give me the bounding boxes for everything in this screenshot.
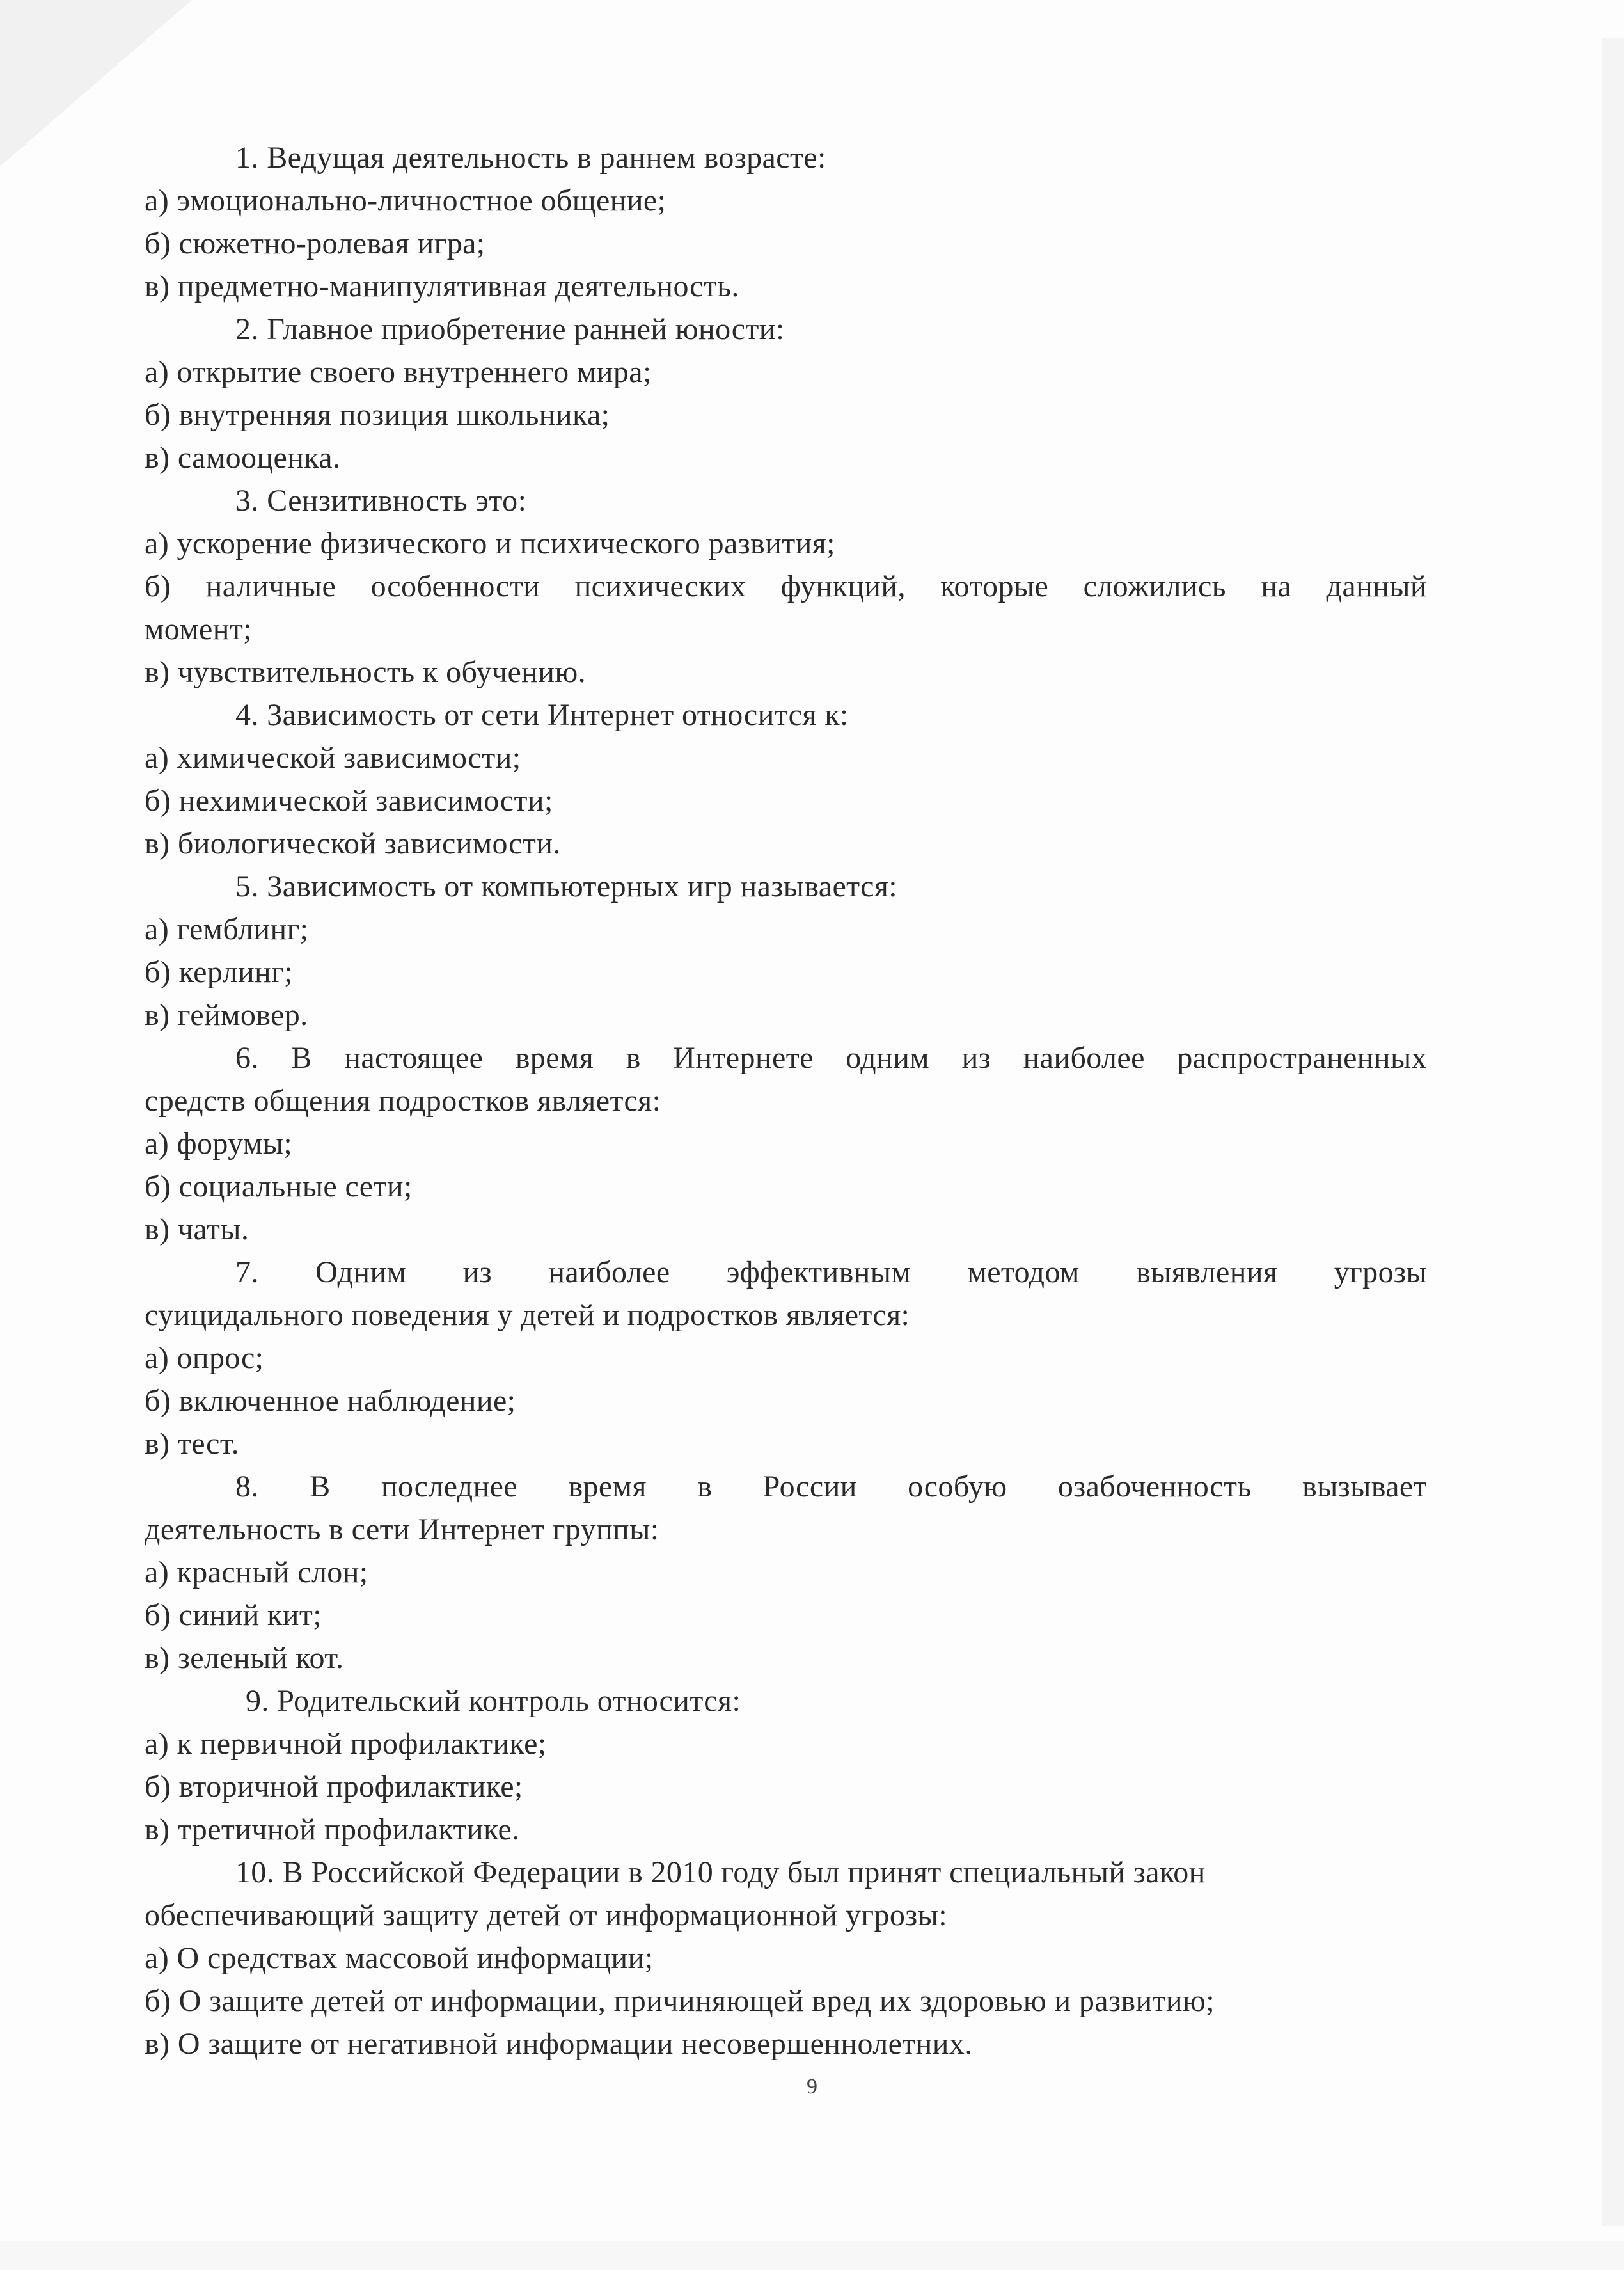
answer-option: б) О защите детей от информации, причиняющей вред их здоровью и развитию; xyxy=(145,1984,1215,2018)
question-8-text: 8. В последнее время в России особую озабоченность вызывает xyxy=(235,1470,1427,1504)
answer-option: а) красный слон; xyxy=(145,1555,368,1589)
answer-option: б) сюжетно-ролевая игра; xyxy=(145,226,485,260)
question-1-text: 1. Ведущая деятельность в раннем возрасте: xyxy=(235,141,826,175)
question-10-text: 10. В Российской Федерации в 2010 году был принят специальный закон xyxy=(235,1855,1206,1889)
question-2-text: 2. Главное приобретение ранней юности: xyxy=(235,312,785,346)
answer-option: в) зеленый кот. xyxy=(145,1641,344,1675)
question-8-text-continuation: деятельность в сети Интернет группы: xyxy=(145,1512,659,1546)
answer-option: б) синий кит; xyxy=(145,1598,322,1632)
scan-bottom-edge xyxy=(0,2241,1624,2270)
answer-option: б) наличные особенности психических функций, которые сложились на данный xyxy=(145,569,1427,603)
question-5-text: 5. Зависимость от компьютерных игр называется: xyxy=(235,869,898,903)
scan-right-edge xyxy=(1602,38,1624,2226)
question-10-text-continuation: обеспечивающий защиту детей от информационной угрозы: xyxy=(145,1898,948,1932)
answer-option-continuation: момент; xyxy=(145,612,252,646)
answer-option: б) нехимической зависимости; xyxy=(145,784,553,818)
answer-option: б) внутренняя позиция школьника; xyxy=(145,398,610,432)
answer-option: а) гемблинг; xyxy=(145,912,309,946)
question-6-text-continuation: средств общения подростков является: xyxy=(145,1084,661,1118)
answer-option: б) социальные сети; xyxy=(145,1170,413,1203)
question-4-text: 4. Зависимость от сети Интернет относится к: xyxy=(235,698,849,732)
answer-option: а) форумы; xyxy=(145,1127,293,1161)
question-7-text: 7. Одним из наиболее эффективным методом выявления угрозы xyxy=(235,1255,1427,1289)
answer-option: в) О защите от негативной информации несовершеннолетних. xyxy=(145,2027,973,2061)
answer-option: в) тест. xyxy=(145,1427,239,1461)
answer-option: в) чаты. xyxy=(145,1212,249,1246)
answer-option: а) открытие своего внутреннего мира; xyxy=(145,355,652,389)
answer-option: б) керлинг; xyxy=(145,955,293,989)
answer-option: в) биологической зависимости. xyxy=(145,827,561,861)
answer-option: в) чувствительность к обучению. xyxy=(145,655,586,689)
answer-option: в) геймовер. xyxy=(145,998,308,1032)
question-3-text: 3. Сензитивность это: xyxy=(235,484,527,518)
answer-option: б) включенное наблюдение; xyxy=(145,1384,516,1418)
answer-option: а) О средствах массовой информации; xyxy=(145,1941,654,1975)
test-questions xyxy=(145,136,1427,2065)
question-7-text-continuation: суицидального поведения у детей и подростков является: xyxy=(145,1298,910,1332)
answer-option: а) химической зависимости; xyxy=(145,741,521,775)
answer-option: а) к первичной профилактике; xyxy=(145,1727,547,1761)
answer-option: в) третичной профилактике. xyxy=(145,1813,520,1846)
answer-option: в) предметно-манипулятивная деятельность. xyxy=(145,269,739,303)
answer-option: а) эмоционально-личностное общение; xyxy=(145,184,666,218)
question-9-text: 9. Родительский контроль относится: xyxy=(246,1684,741,1718)
question-6-text: 6. В настоящее время в Интернете одним из наиболее распространенных xyxy=(235,1041,1427,1075)
answer-option: а) ускорение физического и психического развития; xyxy=(145,527,835,560)
answer-option: а) опрос; xyxy=(145,1341,264,1375)
page-number: 9 xyxy=(807,2075,817,2099)
answer-option: б) вторичной профилактике; xyxy=(145,1770,523,1804)
answer-option: в) самооценка. xyxy=(145,441,341,475)
